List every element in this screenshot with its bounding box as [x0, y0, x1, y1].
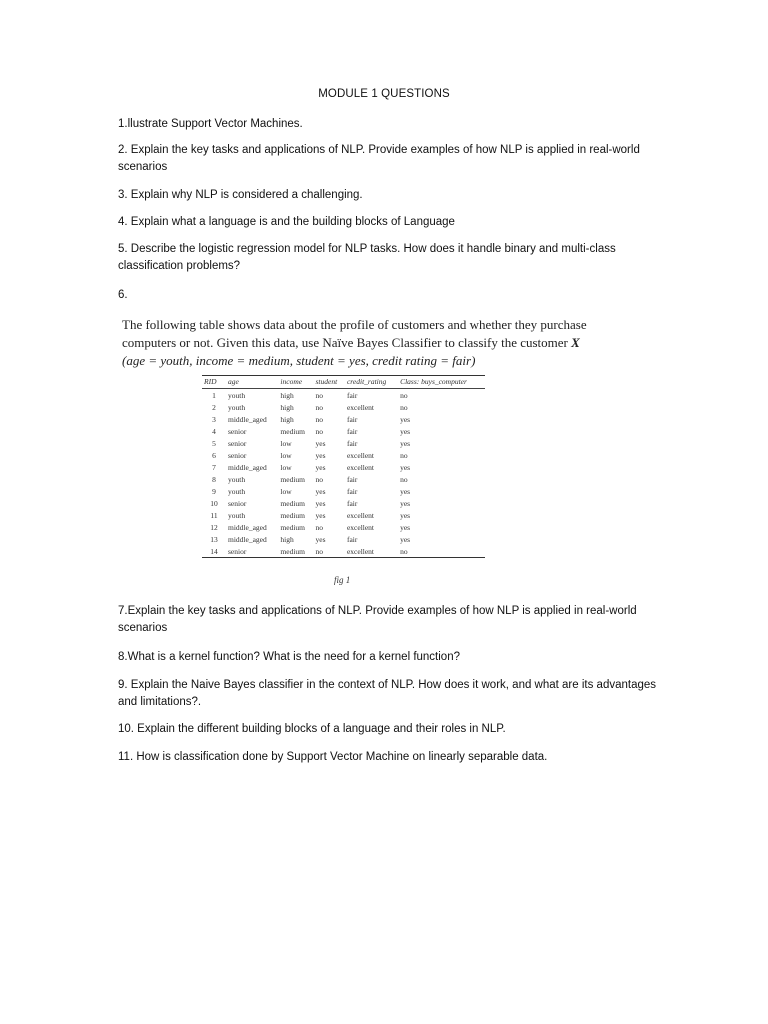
cell-age: youth	[228, 474, 246, 484]
figure-intro-condition: (age = youth, income = medium, student = yes, credit rating = fair)	[122, 353, 476, 368]
cell-credit-rating: excellent	[346, 510, 375, 520]
question-8: 8.What is a kernel function? What is the need for a kernel function?	[118, 651, 460, 663]
table-row	[202, 389, 485, 402]
figure-intro-text	[122, 316, 592, 370]
cell-class: yes	[400, 534, 411, 544]
cell-class: no	[400, 402, 408, 412]
cell-income: high	[280, 414, 294, 424]
cell-class: no	[400, 390, 408, 400]
cell-class: no	[400, 474, 408, 484]
cell-credit-rating: fair	[346, 498, 358, 508]
cell-age: senior	[228, 450, 247, 460]
table-row	[202, 509, 485, 521]
cell-age: senior	[228, 546, 247, 556]
cell-class: yes	[400, 510, 411, 520]
table-row	[202, 473, 485, 485]
cell-age: middle_aged	[228, 534, 267, 544]
cell-age: middle_aged	[228, 414, 267, 424]
table-row	[202, 497, 485, 509]
cell-age: middle_aged	[228, 462, 267, 472]
cell-credit-rating: fair	[346, 390, 358, 400]
cell-class: no	[400, 546, 408, 556]
cell-credit-rating: excellent	[346, 462, 375, 472]
cell-rid: 3	[212, 414, 216, 424]
cell-rid: 13	[210, 534, 218, 544]
table-row	[202, 449, 485, 461]
table-row	[202, 533, 485, 545]
cell-credit-rating: excellent	[346, 402, 375, 412]
cell-income: low	[280, 438, 292, 448]
cell-income: medium	[280, 510, 306, 520]
cell-student: yes	[315, 534, 326, 544]
cell-student: no	[315, 414, 323, 424]
cell-age: senior	[228, 438, 247, 448]
cell-rid: 11	[210, 510, 218, 520]
cell-credit-rating: fair	[346, 474, 358, 484]
cell-income: medium	[280, 546, 306, 556]
question-1: 1.llustrate Support Vector Machines.	[118, 118, 303, 130]
cell-rid: 5	[212, 438, 216, 448]
question-9: 9. Explain the Naive Bayes classifier in the context of NLP. How does it work, and what are its advantages and limitations?.	[118, 679, 657, 708]
cell-rid: 14	[210, 546, 218, 556]
cell-rid: 4	[212, 426, 216, 436]
cell-credit-rating: excellent	[346, 450, 375, 460]
cell-student: no	[315, 522, 323, 532]
cell-age: senior	[228, 426, 247, 436]
cell-income: high	[280, 390, 294, 400]
table-row	[202, 413, 485, 425]
cell-class: no	[400, 450, 408, 460]
question-10: 10. Explain the different building blocks of a language and their roles in NLP.	[118, 723, 506, 735]
question-3: 3. Explain why NLP is considered a challenging.	[118, 189, 363, 201]
cell-credit-rating: fair	[346, 438, 358, 448]
cell-income: low	[280, 462, 292, 472]
cell-age: youth	[228, 510, 246, 520]
cell-rid: 2	[212, 402, 216, 412]
table-header-row	[202, 376, 485, 389]
question-7: 7.Explain the key tasks and applications of NLP. Provide examples of how NLP is applied in real-world scenarios	[118, 605, 637, 634]
cell-student: no	[315, 546, 323, 556]
table-row	[202, 521, 485, 533]
cell-student: yes	[315, 450, 326, 460]
cell-income: low	[280, 486, 292, 496]
cell-income: medium	[280, 498, 306, 508]
table-row	[202, 401, 485, 413]
cell-income: medium	[280, 474, 306, 484]
cell-class: yes	[400, 498, 411, 508]
customer-data-table	[202, 375, 485, 558]
table-row	[202, 485, 485, 497]
cell-rid: 8	[212, 474, 216, 484]
cell-age: youth	[228, 390, 246, 400]
cell-age: youth	[228, 402, 246, 412]
cell-rid: 6	[212, 450, 216, 460]
cell-age: senior	[228, 498, 247, 508]
cell-class: yes	[400, 414, 411, 424]
cell-rid: 1	[212, 390, 216, 400]
figure-intro-variable: X	[571, 335, 580, 350]
cell-class: yes	[400, 426, 411, 436]
col-header-credit-rating: credit_rating	[345, 376, 398, 389]
cell-rid: 10	[210, 498, 218, 508]
cell-class: yes	[400, 522, 411, 532]
cell-income: high	[280, 402, 294, 412]
table-row	[202, 425, 485, 437]
cell-student: yes	[315, 486, 326, 496]
question-2: 2. Explain the key tasks and applications of NLP. Provide examples of how NLP is applied in real-world scenarios	[118, 144, 640, 173]
cell-rid: 9	[212, 486, 216, 496]
cell-student: no	[315, 402, 323, 412]
question-6: 6.	[118, 289, 128, 301]
cell-income: medium	[280, 522, 306, 532]
cell-student: no	[315, 426, 323, 436]
cell-student: yes	[315, 438, 326, 448]
col-header-student: student	[313, 376, 344, 389]
cell-credit-rating: excellent	[346, 546, 375, 556]
cell-student: no	[315, 390, 323, 400]
cell-rid: 7	[212, 462, 216, 472]
cell-credit-rating: fair	[346, 414, 358, 424]
page-title: MODULE 1 QUESTIONS	[318, 88, 450, 100]
col-header-age: age	[226, 376, 278, 389]
cell-credit-rating: excellent	[346, 522, 375, 532]
question-5: 5. Describe the logistic regression model for NLP tasks. How does it handle binary and multi-class classification problems?	[118, 243, 616, 272]
cell-student: yes	[315, 498, 326, 508]
col-header-income: income	[278, 376, 313, 389]
table-body	[202, 389, 485, 558]
question-4: 4. Explain what a language is and the building blocks of Language	[118, 216, 455, 228]
cell-income: medium	[280, 426, 306, 436]
figure-intro-part1: The following table shows data about the profile of customers and whether they purchase computers or not. Given this data, use Naïve Bayes Classifier to classify the customer	[122, 317, 587, 350]
cell-student: yes	[315, 510, 326, 520]
cell-class: yes	[400, 486, 411, 496]
table-row	[202, 437, 485, 449]
cell-income: low	[280, 450, 292, 460]
col-header-class: Class: buys_computer	[398, 376, 485, 389]
figure-caption: fig 1	[334, 575, 351, 585]
cell-student: no	[315, 474, 323, 484]
cell-income: high	[280, 534, 294, 544]
cell-credit-rating: fair	[346, 426, 358, 436]
cell-rid: 12	[210, 522, 218, 532]
cell-student: yes	[315, 462, 326, 472]
table-row	[202, 545, 485, 558]
question-11: 11. How is classification done by Support Vector Machine on linearly separable data.	[118, 751, 548, 763]
cell-credit-rating: fair	[346, 534, 358, 544]
cell-age: youth	[228, 486, 246, 496]
cell-age: middle_aged	[228, 522, 267, 532]
col-header-rid: RID	[202, 376, 226, 389]
cell-class: yes	[400, 438, 411, 448]
cell-credit-rating: fair	[346, 486, 358, 496]
table-row	[202, 461, 485, 473]
cell-class: yes	[400, 462, 411, 472]
